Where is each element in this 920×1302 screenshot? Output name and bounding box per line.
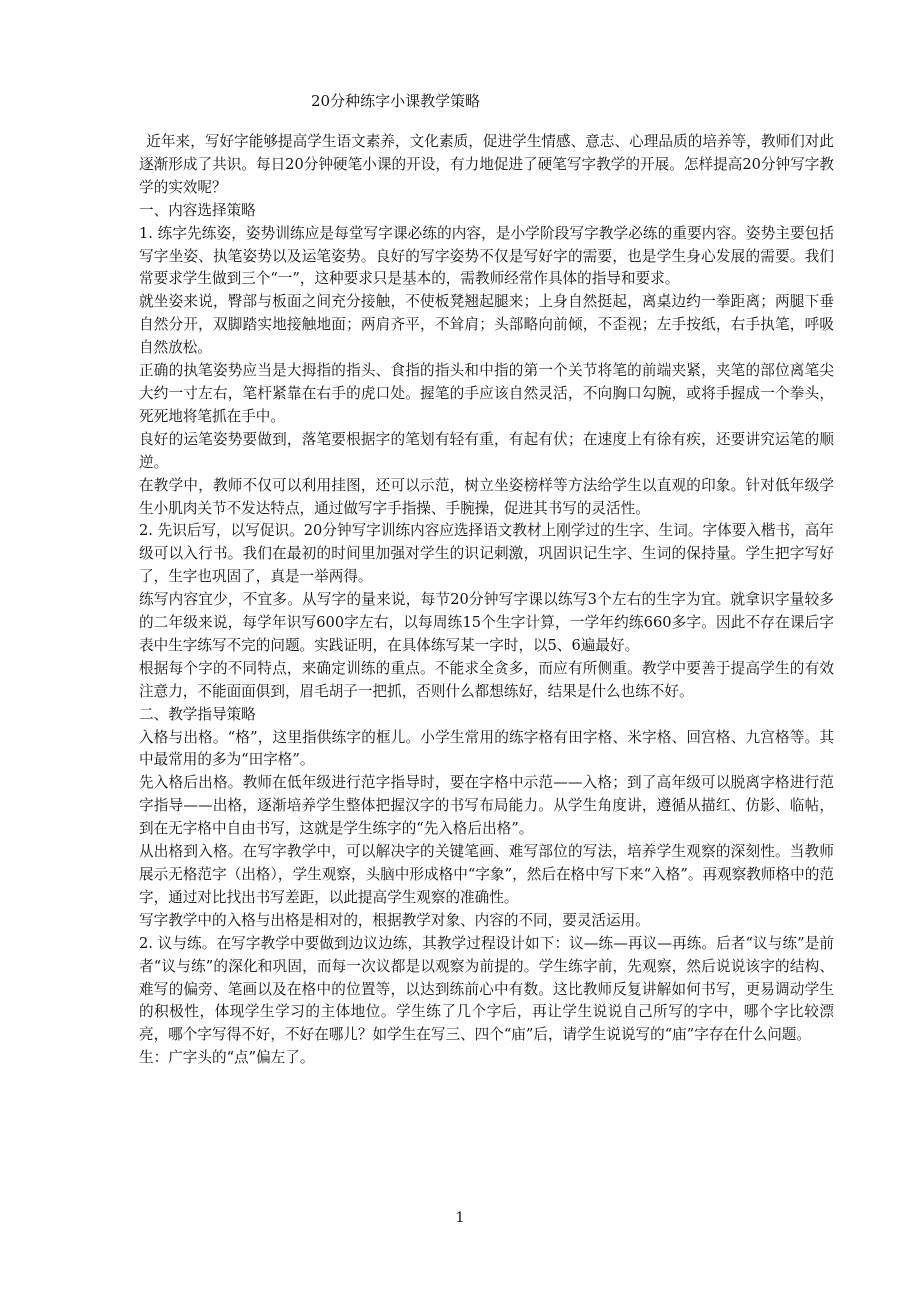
- intro-paragraph: 近年来，写好字能够提高学生语文素养，文化素质，促进学生情感、意志、心理品质的培养等，教师们对此逐渐形成了共识。每日20分钟硬笔小课的开设，有力地促进了硬笔写字教学的开展。怎样提高20分钟写字教学的实效呢？: [139, 133, 834, 196]
- paragraph: 写字教学中的入格与出格是相对的，根据教学对象、内容的不同，要灵活运用。: [139, 911, 650, 929]
- document-body: [139, 131, 834, 1070]
- document-title: 20分种练字小课教学策略: [311, 92, 481, 110]
- paragraph: 2. 先识后写，以写促识。20分钟写字训练内容应选择语文教材上刚学过的生字、生词。字体要入楷书，高年级可以入行书。我们在最初的时间里加强对学生的识记刺激，巩固识记生字、生词的保持量。学生把字写好了，生字也巩固了，真是一举两得。: [139, 522, 834, 586]
- paragraph: 良好的运笔姿势要做到，落笔要根据字的笔划有轻有重，有起有伏；在速度上有徐有疾，还要讲究运笔的顺逆。: [139, 430, 834, 471]
- paragraph: 在教学中，教师不仅可以利用挂图，还可以示范，树立坐姿榜样等方法给学生以直观的印象。针对低年级学生小肌肉关节不发达特点，通过做写字手指操、手腕操，促进其书写的灵活性。: [139, 476, 834, 517]
- paragraph: 就坐姿来说，臀部与板面之间充分接触，不使板凳翘起腿来；上身自然挺起，离桌边约一拳距离；两腿下垂自然分开，双脚踏实地接触地面；两肩齐平，不耸肩；头部略向前倾，不歪视；左手按纸，右手执笔，呼吸自然放松。: [139, 293, 834, 357]
- paragraph: 入格与出格。“格”，这里指供练字的框儿。小学生常用的练字格有田字格、米字格、回宫格、九宫格等。其中最常用的多为“田字格”。: [139, 728, 834, 769]
- paragraph: 练写内容宜少，不宜多。从写字的量来说，每节20分钟写字课以练写3个左右的生字为宜。就拿识字量较多的二年级来说，每学年识写600字左右，以每周练15个生字计算，一学年约练660多字。因此不存在课后字表中生字练写不完的问题。实践证明，在具体练写某一字时，以5、6遍最好。: [139, 591, 834, 654]
- paragraph: 生：广字头的“点”偏左了。: [139, 1049, 315, 1067]
- paragraph: 2. 议与练。在写字教学中要做到边议边练，其教学过程设计如下：议—练—再议—再练。后者“议与练”是前者“议与练”的深化和巩固，而每一次议都是以观察为前提的。学生练字前，先观察，然后说说该字的结构、难写的偏旁、笔画以及在格中的位置等，以达到练前心中有数。这比教师反复讲解如何书写，更易调动学生的积极性，体现学生学习的主体地位。学生练了几个字后，再让学生说说自己所写的字中，哪个字比较漂亮，哪个字写得不好，不好在哪儿？如学生在写三、四个“庙”后，请学生说说写的“庙”字存在什么问题。: [139, 934, 834, 1044]
- section-heading-teaching-strategy: 二、教学指导策略: [139, 705, 256, 723]
- paragraph: 先入格后出格。教师在低年级进行范字指导时，要在字格中示范——入格；到了高年级可以脱离字格进行范字指导——出格，逐渐培养学生整体把握汉字的书写布局能力。从学生角度讲，遵循从描红、仿影、临帖，到在无字格中自由书写，这就是学生练字的“先入格后出格”。: [139, 774, 834, 838]
- page-number: 1: [455, 1210, 465, 1226]
- paragraph: 正确的执笔姿势应当是大拇指的指头、食指的指头和中指的第一个关节将笔的前端夹紧，夹笔的部位离笔尖大约一寸左右，笔杆紧靠在右手的虎口处。握笔的手应该自然灵活，不向胸口勾腕，或将手握成一个拳头，死死地将笔抓在手中。: [139, 362, 834, 425]
- paragraph: 从出格到入格。在写字教学中，可以解决字的关键笔画、难写部位的写法，培养学生观察的深刻性。当教师展示无格范字（出格），学生观察，头脑中形成格中“字象”，然后在格中写下来“入格”。再观察教师格中的范字，通过对比找出书写差距，以此提高学生观察的准确性。: [139, 843, 834, 906]
- paragraph: 1. 练字先练姿，姿势训练应是每堂写字课必练的内容，是小学阶段写字教学必练的重要内容。姿势主要包括写字坐姿、执笔姿势以及运笔姿势。良好的写字姿势不仅是写好字的需要，也是学生身心发展的需要。我们常要求学生做到三个“一”，这种要求只是基本的，需教师经常作具体的指导和要求。: [139, 224, 834, 288]
- section-heading-content-strategy: 一、内容选择策略: [139, 201, 256, 219]
- paragraph: 根据每个字的不同特点，来确定训练的重点。不能求全贪多，而应有所侧重。教学中要善于提高学生的有效注意力，不能面面俱到，眉毛胡子一把抓，否则什么都想练好，结果是什么也练不好。: [139, 659, 834, 700]
